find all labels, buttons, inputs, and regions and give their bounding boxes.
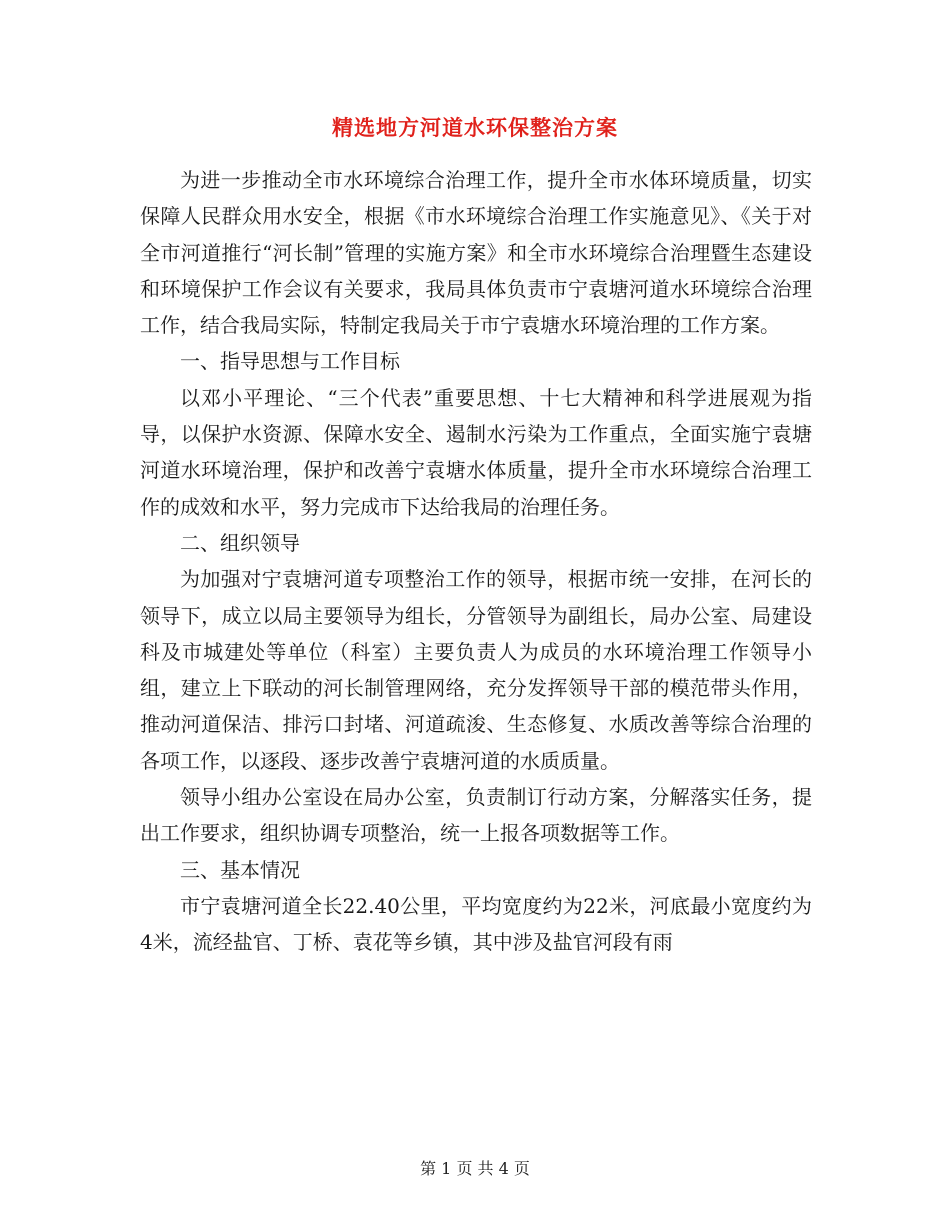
page-number-footer: 第 1 页 共 4 页 — [420, 1159, 530, 1178]
office-paragraph: 领导小组办公室设在局办公室，负责制订行动方案，分解落实任务，提出工作要求，组织协调专项整治，统一上报各项数据等工作。 — [140, 785, 812, 846]
section-heading-basic-situation: 三、基本情况 — [180, 857, 300, 882]
basic-situation-paragraph: 市宁袁塘河道全长22.40公里，平均宽度约为22米，河底最小宽度约为4米，流经盐官、丁桥、袁花等乡镇，其中涉及盐官河段有雨 — [140, 893, 812, 955]
section-heading-organization: 二、组织领导 — [180, 530, 300, 555]
guiding-ideology-paragraph: 以邓小平理论、“三个代表”重要思想、十七大精神和科学进展观为指导，以保护水资源、保障水安全、遏制水污染为工作重点，全面实施宁袁塘河道水环境治理，保护和改善宁袁塘水体质量，提升全市水环境综合治理工作的成效和水平，努力完成市下达给我局的治理任务。 — [140, 385, 812, 519]
document-title: 精选地方河道水环保整治方案 — [332, 115, 618, 140]
intro-paragraph: 为进一步推动全市水环境综合治理工作，提升全市水体环境质量，切实保障人民群众用水安全，根据《市水环境综合治理工作实施意见》、《关于对全市河道推行“河长制”管理的实施方案》和全市水环境综合治理暨生态建设和环境保护工作会议有关要求，我局具体负责市宁袁塘河道水环境综合治理工作，结合我局实际，特制定我局关于市宁袁塘水环境治理的工作方案。 — [140, 168, 812, 338]
section-heading-guiding-ideology: 一、指导思想与工作目标 — [180, 349, 400, 374]
organization-paragraph: 为加强对宁袁塘河道专项整治工作的领导，根据市统一安排，在河长的领导下，成立以局主要领导为组长，分管领导为副组长，局办公室、局建设科及市城建处等单位（科室）主要负责人为成员的水环境治理工作领导小组，建立上下联动的河长制管理网络，充分发挥领导干部的模范带头作用，推动河道保洁、排污口封堵、河道疏浚、生态修复、水质改善等综合治理的各项工作，以逐段、逐步改善宁袁塘河道的水质质量。 — [140, 567, 812, 773]
document-body — [140, 162, 812, 961]
